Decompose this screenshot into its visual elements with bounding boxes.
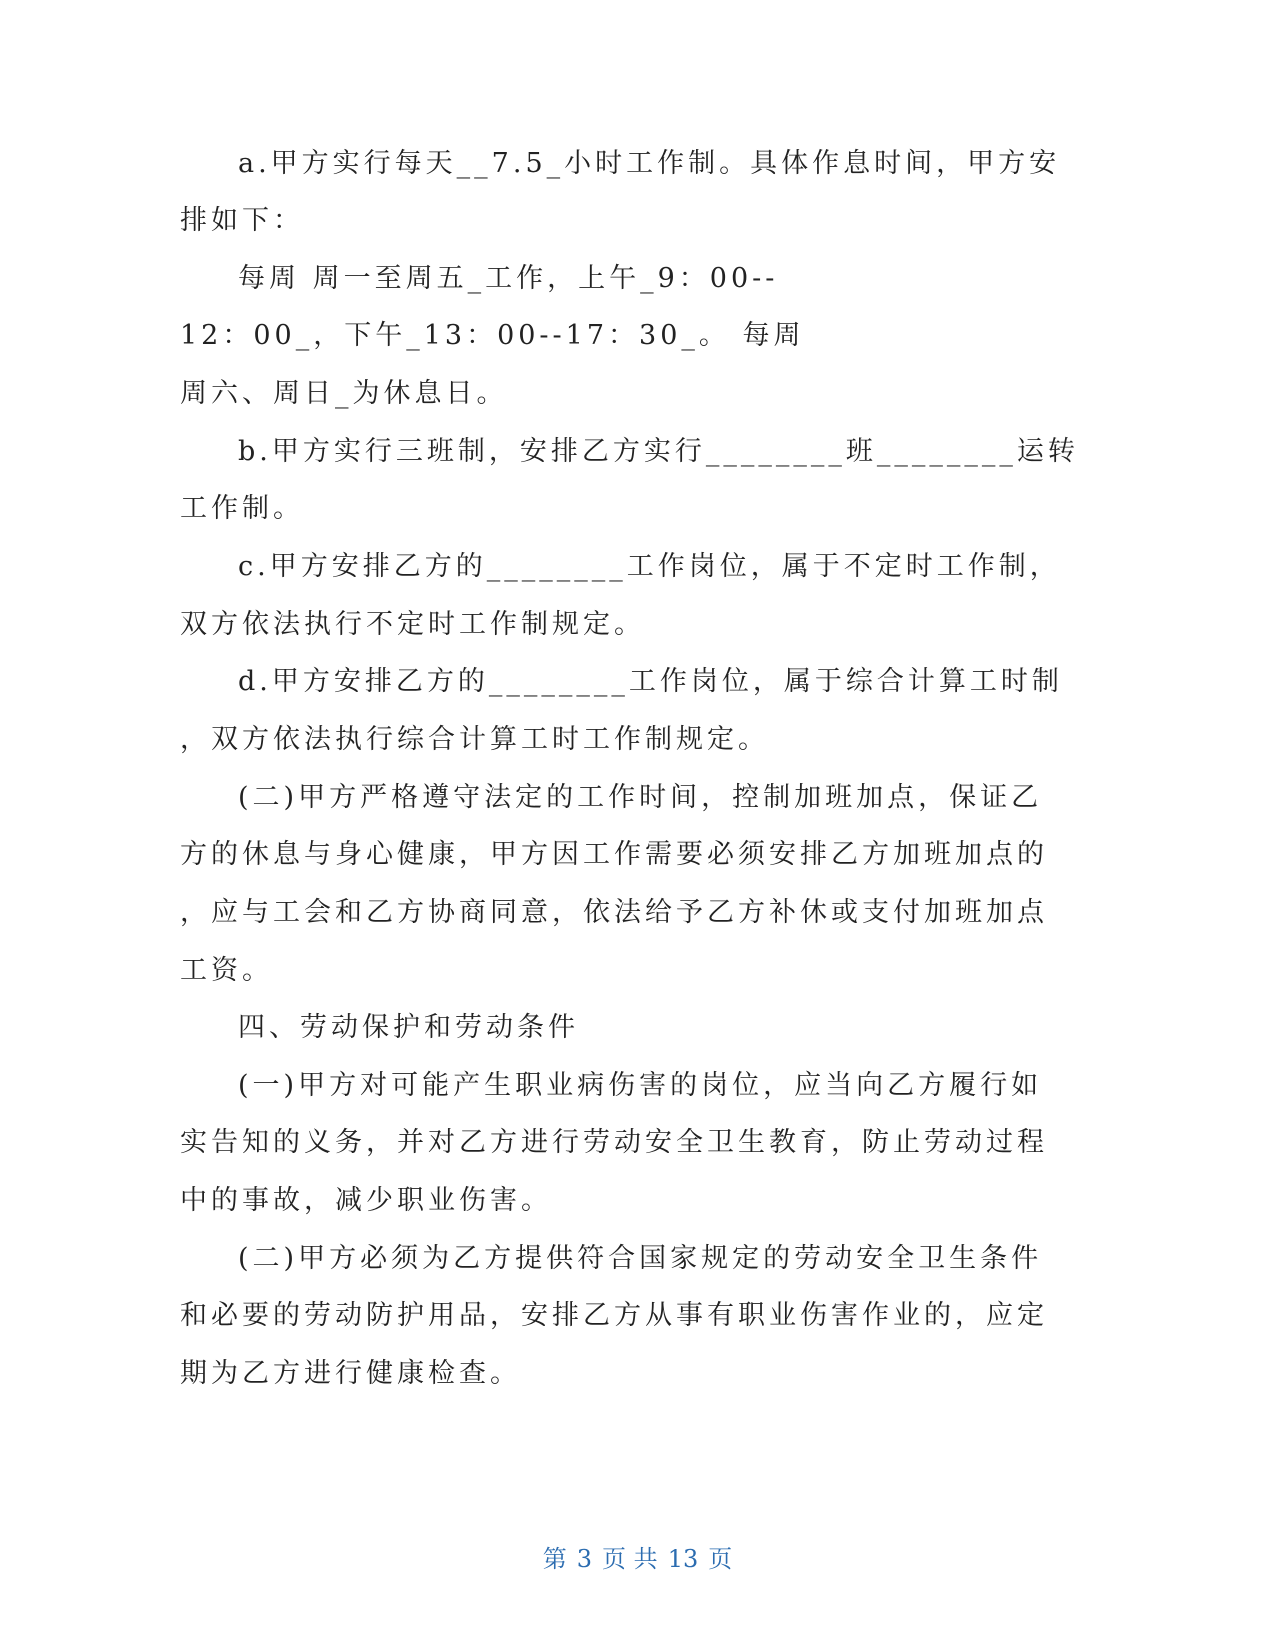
text-line: d.甲方安排乙方的________工作岗位，属于综合计算工时制 [238,666,1063,697]
text-line: 中的事故，减少职业伤害。 [180,1185,552,1216]
footer-prefix: 第 [542,1545,567,1573]
text-line: ，应与工会和乙方协商同意，依法给予乙方补休或支付加班加点 [180,897,1048,928]
total-page-number: 13 [667,1545,699,1573]
text-line: 每周 周一至周五_工作，上午_9：00-- [238,263,779,294]
text-line: 实告知的义务，并对乙方进行劳动安全卫生教育，防止劳动过程 [180,1127,1048,1158]
text-line: 周六、周日_为休息日。 [180,378,508,409]
text-line: a.甲方实行每天__7.5_小时工作制。具体作息时间，甲方安 [238,148,1061,179]
text-line: 和必要的劳动防护用品，安排乙方从事有职业伤害作业的，应定 [180,1300,1048,1331]
text-line: c.甲方安排乙方的________工作岗位，属于不定时工作制， [238,551,1061,582]
text-line: 排如下： [180,205,304,236]
text-line: 方的休息与身心健康，甲方因工作需要必须安排乙方加班加点的 [180,839,1048,870]
text-line: (一)甲方对可能产生职业病伤害的岗位，应当向乙方履行如 [238,1070,1043,1101]
text-line: b.甲方实行三班制，安排乙方实行________班________运转 [238,436,1079,467]
section-heading: 四、劳动保护和劳动条件 [238,1012,579,1043]
footer-suffix: 页 [708,1545,733,1573]
text-line: 工资。 [180,955,273,986]
text-line: 期为乙方进行健康检查。 [180,1358,521,1389]
text-line: 工作制。 [180,493,304,524]
text-line: ，双方依法执行综合计算工时工作制规定。 [180,724,769,755]
text-line: (二)甲方必须为乙方提供符合国家规定的劳动安全卫生条件 [238,1243,1043,1274]
text-line: (二)甲方严格遵守法定的工作时间，控制加班加点，保证乙 [238,782,1043,813]
text-line: 双方依法执行不定时工作制规定。 [180,609,645,640]
footer-middle: 页 共 [602,1545,658,1573]
text-line: 12：00_，下午_13：00--17：30_。 每周 [180,320,805,351]
current-page-number: 3 [576,1545,593,1573]
page-footer [0,1543,1275,1575]
